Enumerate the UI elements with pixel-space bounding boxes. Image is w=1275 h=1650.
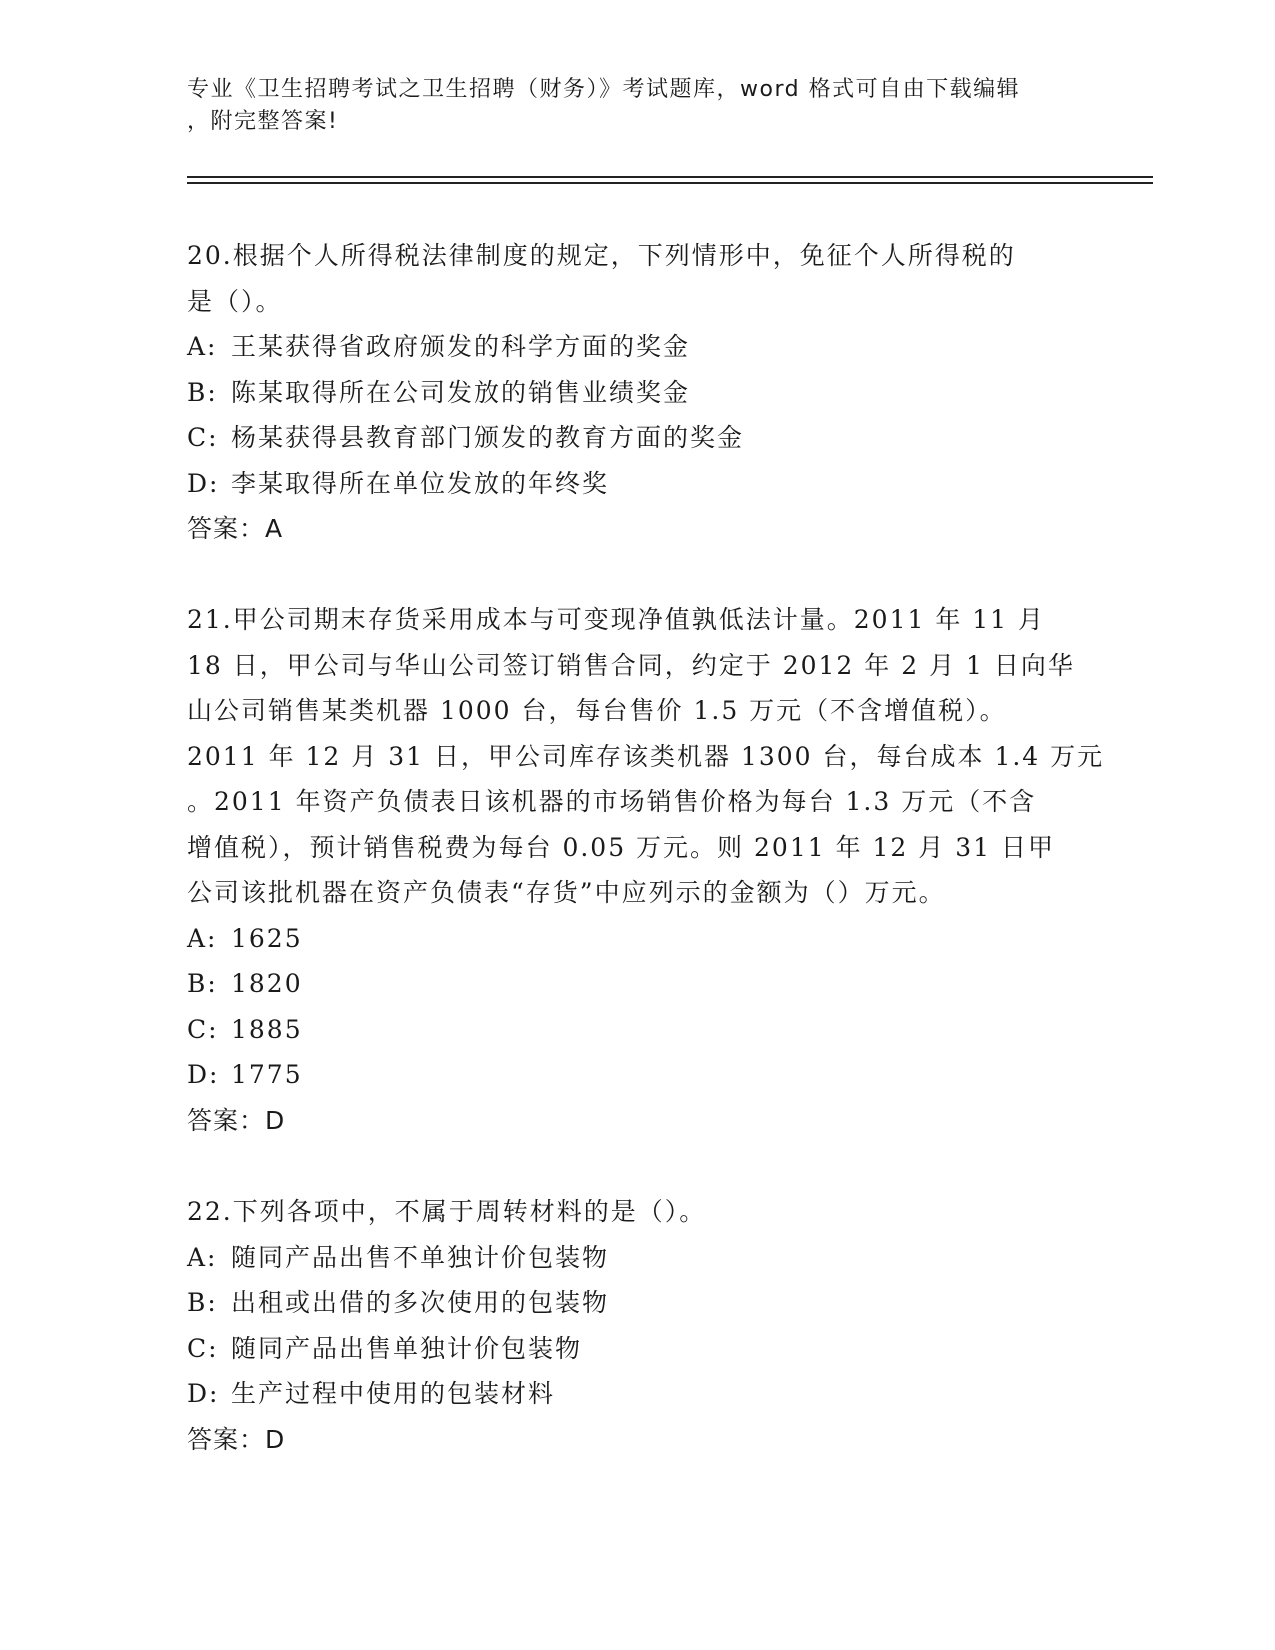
option-key: A:: [187, 1242, 218, 1272]
header-divider-top: [187, 176, 1153, 178]
question-text-line: 公司该批机器在资产负债表“存货”中应列示的金额为（）万元。: [187, 878, 946, 907]
option-text: 随同产品出售不单独计价包装物: [231, 1242, 610, 1272]
question-text-line: 山公司销售某类机器 1000 台，每台售价 1.5 万元（不含增值税）。: [187, 696, 1007, 725]
option-key: B:: [187, 1288, 218, 1317]
option-b: [187, 961, 1087, 1007]
header-line-2: ，附完整答案!: [187, 109, 339, 134]
option-key: B:: [187, 969, 218, 998]
option-b: [187, 1280, 1087, 1326]
option-text: 生产过程中使用的包装材料: [231, 1379, 556, 1408]
option-a: [187, 324, 1087, 370]
answer-label: 答案：A: [187, 514, 284, 543]
option-key: A:: [187, 332, 218, 361]
option-text: 出租或出借的多次使用的包装物: [231, 1288, 610, 1317]
question-text-line: 18 日，甲公司与华山公司签订销售合同，约定于 2012 年 2 月 1 日向华: [187, 650, 1075, 680]
option-key: C:: [187, 1014, 219, 1044]
option-key: D:: [187, 1379, 220, 1408]
option-key: C:: [187, 1333, 219, 1363]
question-text: [187, 1189, 1087, 1235]
question-text-line: 21.甲公司期末存货采用成本与可变现净值孰低法计量。2011 年 11 月: [187, 605, 1046, 634]
question-21: [187, 597, 1105, 1143]
question-text-line: 增值税），预计销售税费为每台 0.05 万元。则 2011 年 12 月 31 日甲: [187, 832, 1055, 862]
option-text: 杨某获得县教育部门颁发的教育方面的奖金: [231, 423, 745, 452]
answer-label: 答案：D: [187, 1424, 286, 1454]
option-text: 1885: [231, 1014, 303, 1044]
question-text: [187, 233, 1087, 324]
option-a: [187, 916, 1087, 962]
question-text-line: 20.根据个人所得税法律制度的规定，下列情形中，免征个人所得税的: [187, 241, 1016, 270]
header-line-1: 专业《卫生招聘考试之卫生招聘（财务）》考试题库，word 格式可自由下载编辑: [187, 77, 1021, 102]
answer-label: 答案：D: [187, 1105, 286, 1135]
header-divider-bottom: [187, 182, 1153, 184]
question-text-line: 。2011 年资产负债表日该机器的市场销售价格为每台 1.3 万元（不含: [187, 787, 1037, 816]
question-20: [187, 233, 1087, 552]
option-key: D:: [187, 468, 220, 498]
option-c: [187, 1326, 1087, 1372]
option-text: 陈某取得所在公司发放的销售业绩奖金: [231, 377, 691, 407]
option-c: [187, 415, 1087, 461]
option-key: D:: [187, 1060, 220, 1089]
option-text: 1625: [231, 923, 303, 953]
option-text: 1775: [231, 1060, 303, 1089]
question-text-line: 是（）。: [187, 286, 283, 316]
option-key: C:: [187, 423, 219, 452]
option-d: [187, 461, 1087, 507]
question-text-line: 22.下列各项中，不属于周转材料的是（）。: [187, 1197, 707, 1226]
option-text: 随同产品出售单独计价包装物: [231, 1333, 583, 1363]
option-d: [187, 1371, 1087, 1417]
question-text: [187, 597, 1105, 916]
document-header: [187, 74, 1067, 138]
question-22: [187, 1189, 1087, 1462]
option-c: [187, 1007, 1087, 1053]
option-a: [187, 1235, 1087, 1281]
option-text: 1820: [231, 969, 303, 998]
option-b: [187, 370, 1087, 416]
option-text: 王某获得省政府颁发的科学方面的奖金: [231, 332, 691, 361]
question-text-line: 2011 年 12 月 31 日，甲公司库存该类机器 1300 台，每台成本 1.4 万元: [187, 741, 1105, 771]
option-d: [187, 1052, 1087, 1098]
option-key: B:: [187, 377, 218, 407]
option-text: 李某取得所在单位发放的年终奖: [231, 468, 610, 498]
option-key: A:: [187, 923, 218, 953]
